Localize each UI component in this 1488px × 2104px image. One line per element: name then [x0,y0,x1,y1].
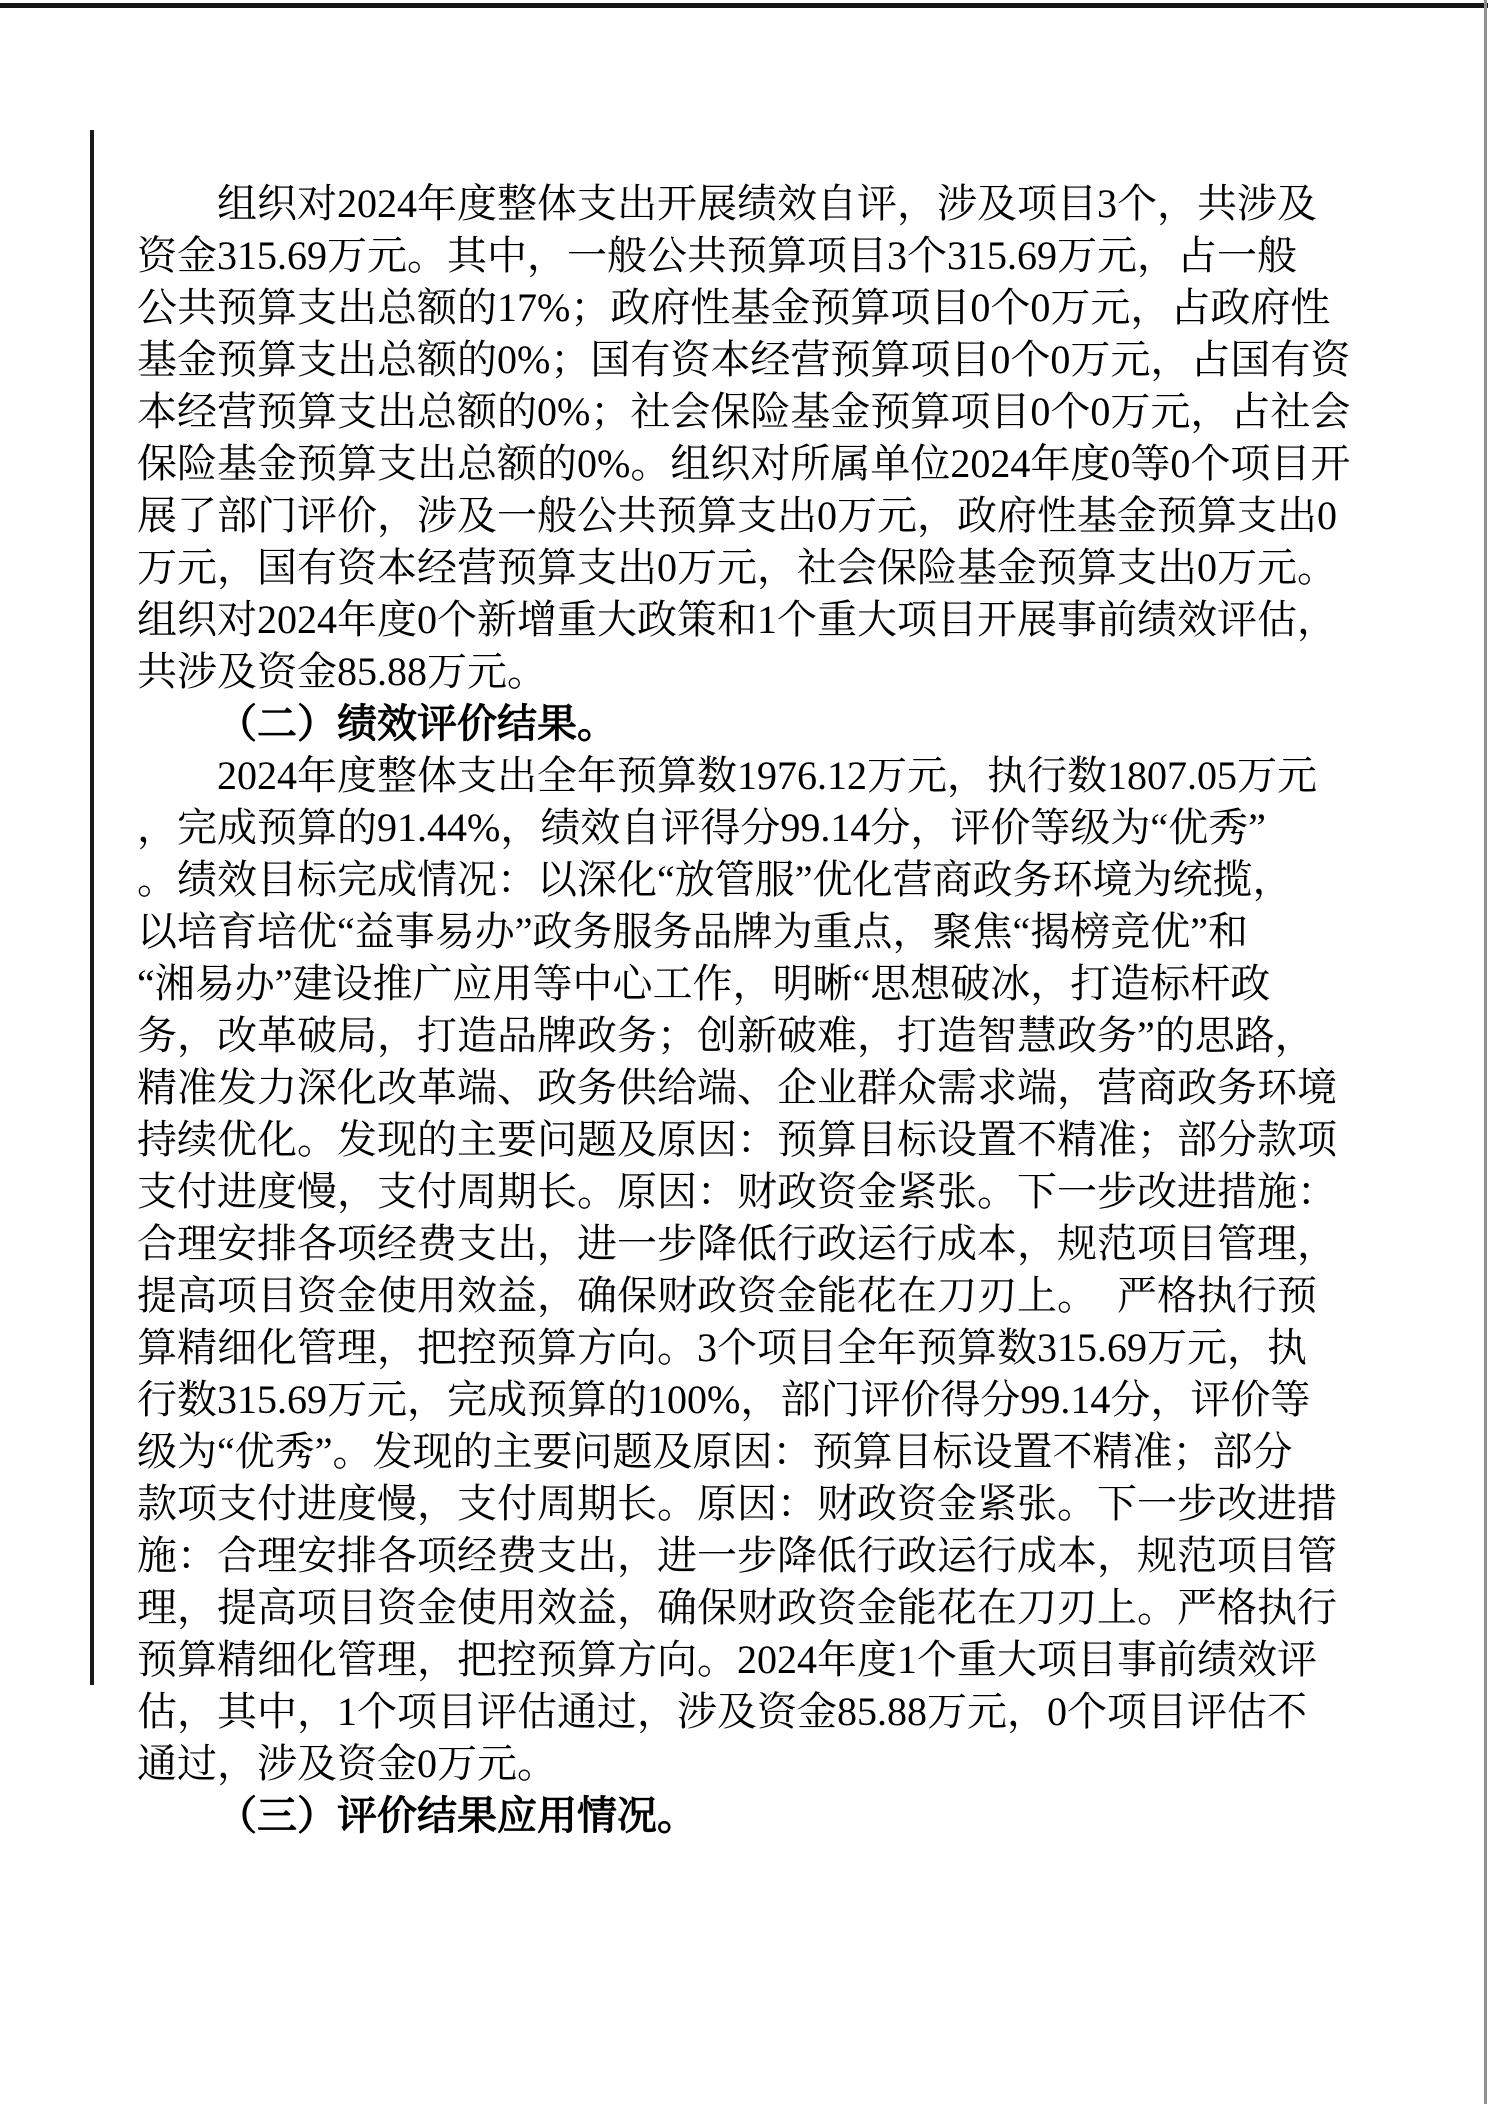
body-text-line: 保险基金预算支出总额的0%。组织对所属单位2024年度0等0个项目开 [137,441,1351,486]
body-text-line: 务，改革破局，打造品牌政务；创新破难，打造智慧政务”的思路， [137,1013,1315,1058]
body-text-line: 款项支付进度慢，支付周期长。原因：财政资金紧张。下一步改进措 [137,1481,1337,1526]
body-text-line: 展了部门评价，涉及一般公共预算支出0万元，政府性基金预算支出0 [137,493,1337,538]
body-text-line: 算精细化管理，把控预算方向。3个项目全年预算数315.69万元，执 [137,1325,1307,1370]
body-text-line: 组织对2024年度整体支出开展绩效自评，涉及项目3个，共涉及 [217,181,1317,226]
body-text-line: 资金315.69万元。其中，一般公共预算项目3个315.69万元，占一般 [137,233,1297,278]
body-text-line: 预算精细化管理，把控预算方向。2024年度1个重大项目事前绩效评 [137,1637,1317,1682]
body-text-line: 万元，国有资本经营预算支出0万元，社会保险基金预算支出0万元。 [137,545,1337,590]
body-text-line: 合理安排各项经费支出，进一步降低行政运行成本，规范项目管理， [137,1221,1337,1266]
body-text-line: 持续优化。发现的主要问题及原因：预算目标设置不精准；部分款项 [137,1117,1337,1162]
body-text-line: 精准发力深化改革端、政务供给端、企业群众需求端，营商政务环境 [137,1065,1337,1110]
body-text-line: 支付进度慢，支付周期长。原因：财政资金紧张。下一步改进措施： [137,1169,1337,1214]
body-text-line: 级为“优秀”。发现的主要问题及原因：预算目标设置不精准；部分 [137,1429,1293,1474]
body-text-line: “湘易办”建设推广应用等中心工作，明晰“思想破冰，打造标杆政 [137,961,1271,1006]
body-text-line: 以培育培优“益事易办”政务服务品牌为重点，聚焦“揭榜竞优”和 [137,909,1249,954]
body-text-line: 估，其中，1个项目评估通过，涉及资金85.88万元，0个项目评估不 [137,1689,1307,1734]
document-text-block [137,178,1351,1842]
body-text-line: 2024年度整体支出全年预算数1976.12万元，执行数1807.05万元 [217,753,1317,798]
body-text-line: 基金预算支出总额的0%；国有资本经营预算项目0个0万元，占国有资 [137,337,1351,382]
body-text-line: 本经营预算支出总额的0%；社会保险基金预算项目0个0万元，占社会 [137,389,1351,434]
body-text-line: 共涉及资金85.88万元。 [137,649,547,694]
body-text-line: 行数315.69万元，完成预算的100%，部门评价得分99.14分，评价等 [137,1377,1311,1422]
page-top-rule [0,3,1488,8]
body-text-line: 通过，涉及资金0万元。 [137,1741,557,1786]
section-heading: （三）评价结果应用情况。 [217,1793,697,1838]
body-text-line: 理，提高项目资金使用效益，确保财政资金能花在刀刃上。严格执行 [137,1585,1337,1630]
body-text-line: 施：合理安排各项经费支出，进一步降低行政运行成本，规范项目管 [137,1533,1337,1578]
section-heading: （二）绩效评价结果。 [217,701,617,746]
body-text-line: ，完成预算的91.44%，绩效自评得分99.14分，评价等级为“优秀” [137,805,1266,850]
body-text-line: 组织对2024年度0个新增重大政策和1个重大项目开展事前绩效评估， [137,597,1337,642]
body-text-line: 公共预算支出总额的17%；政府性基金预算项目0个0万元，占政府性 [137,285,1331,330]
body-text-line: 。绩效目标完成情况：以深化“放管服”优化营商政务环境为统揽， [137,857,1293,902]
page-left-margin-rule [90,130,94,1685]
page-right-rule [1484,0,1487,2104]
body-text-line: 提高项目资金使用效益，确保财政资金能花在刀刃上。 严格执行预 [137,1273,1317,1318]
